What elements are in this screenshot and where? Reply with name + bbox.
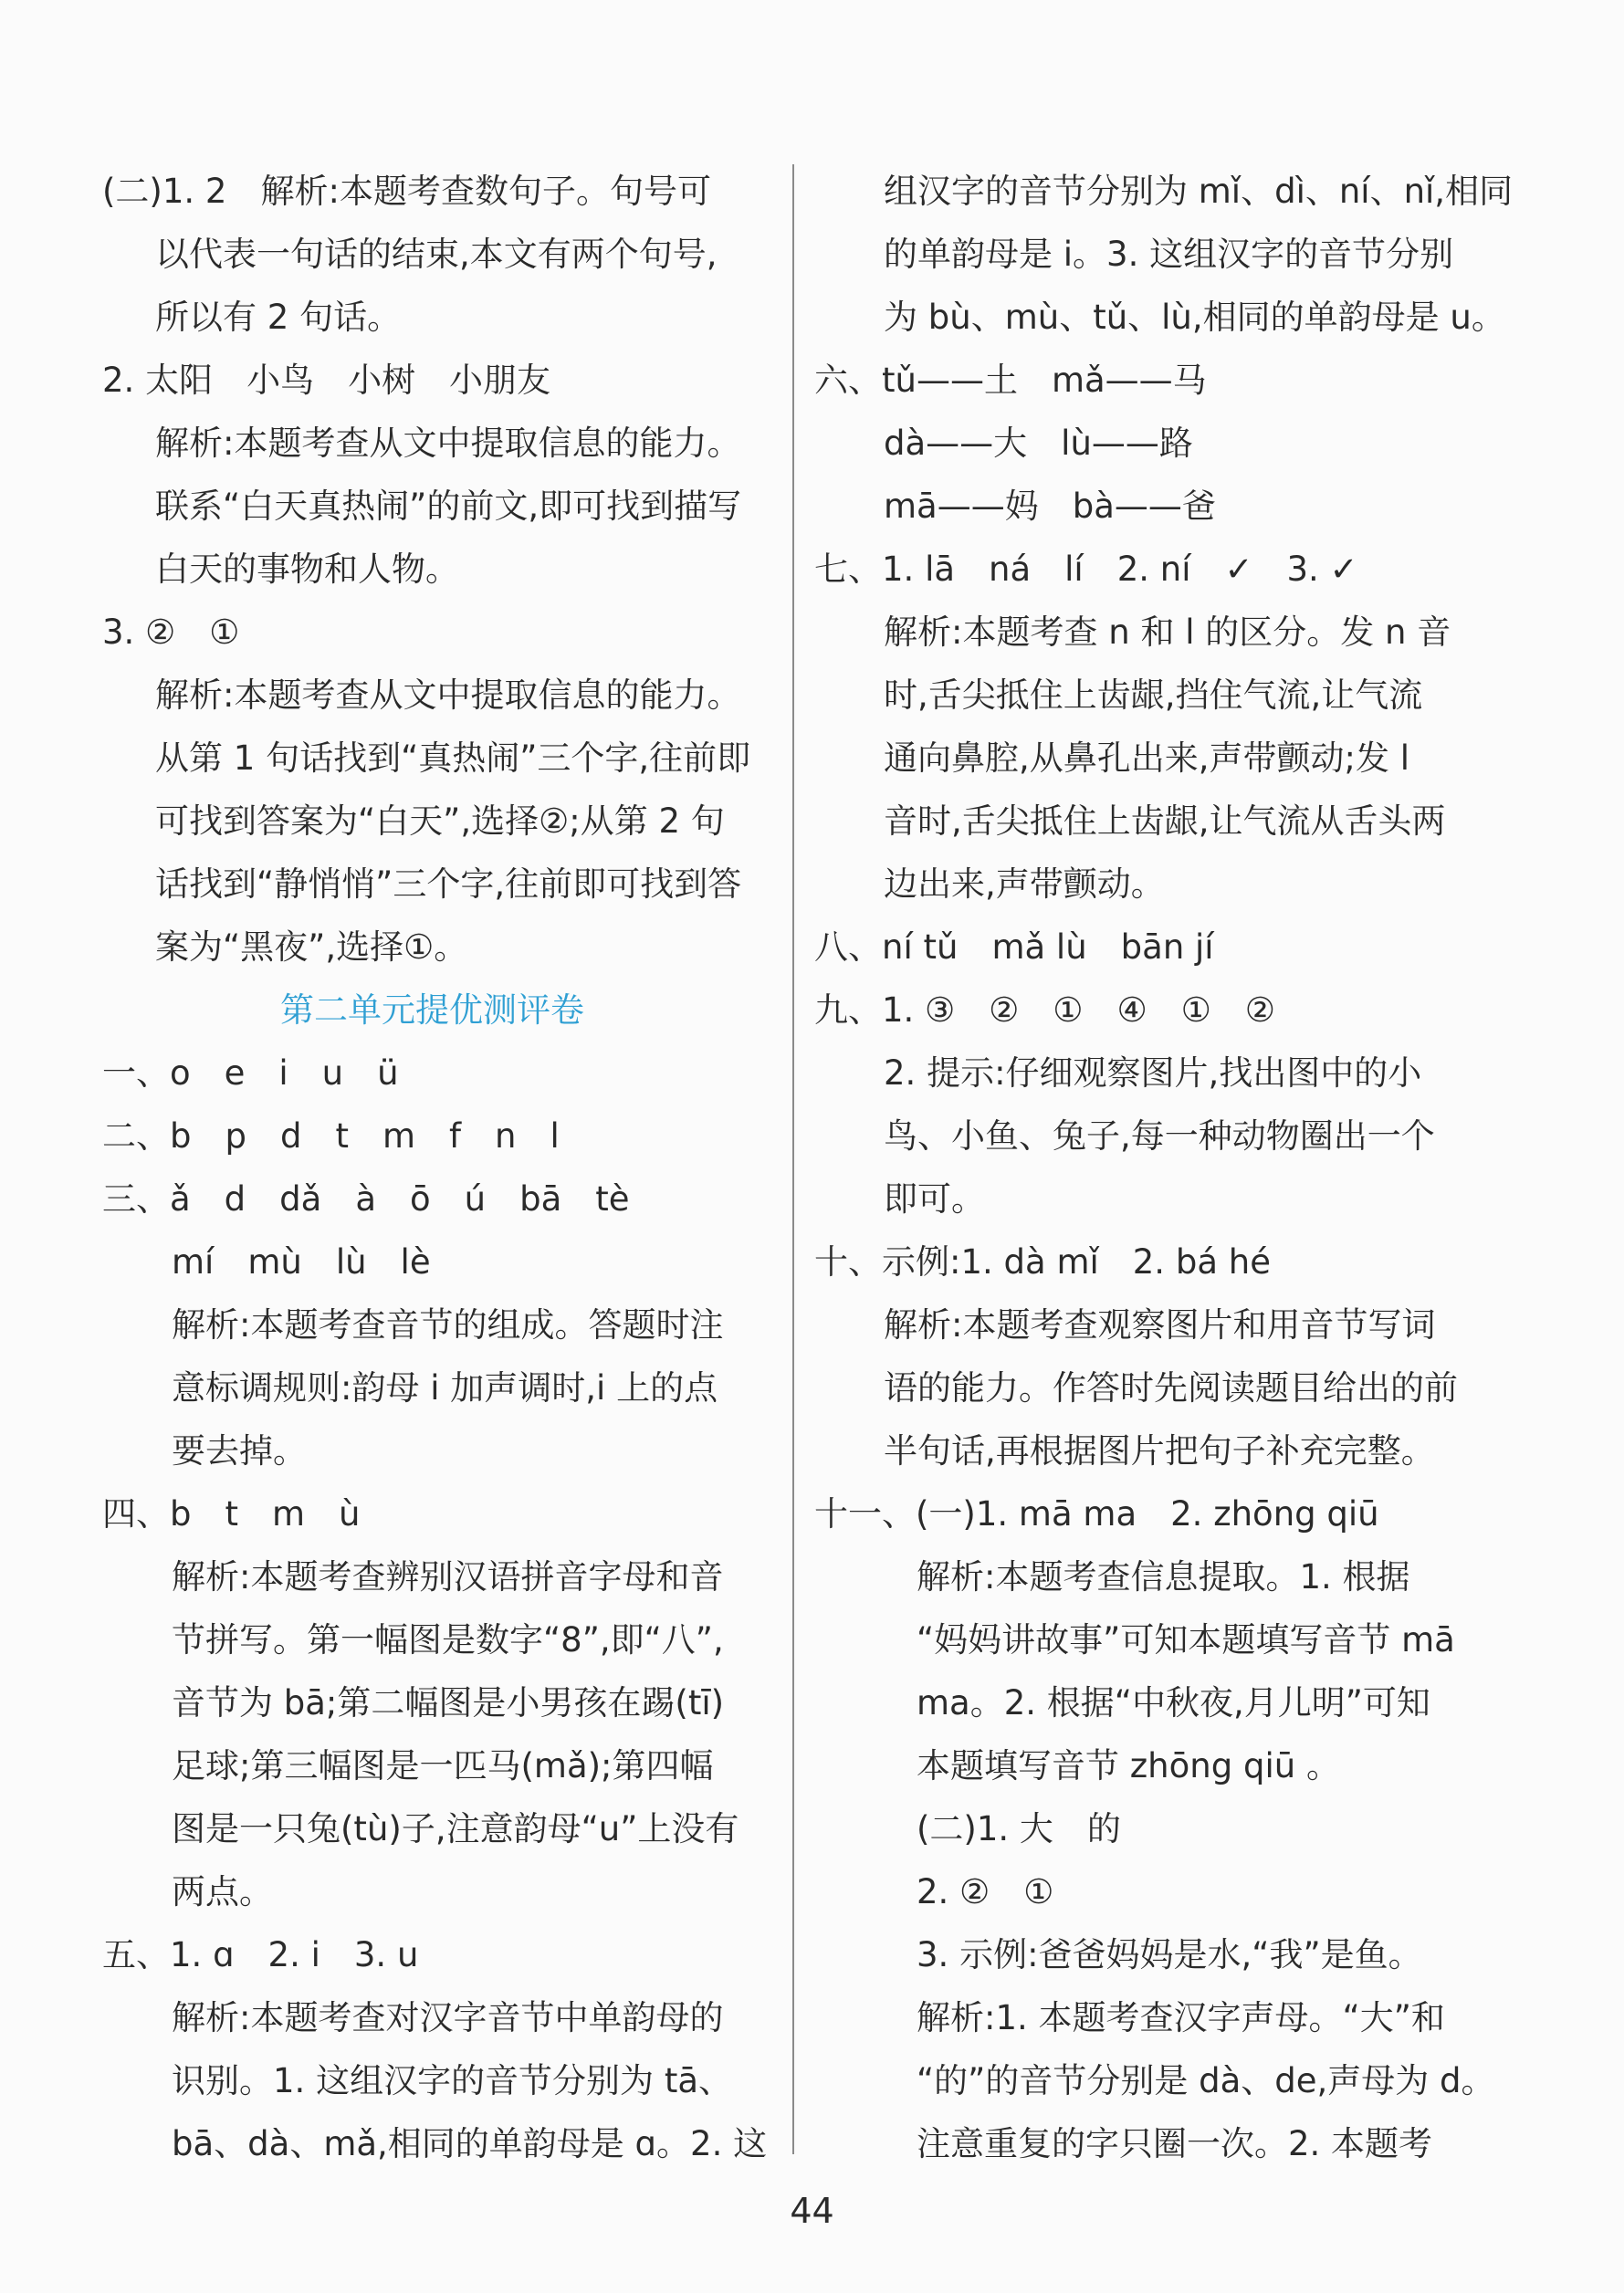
text-line: 十一、(一)1. mā ma 2. zhōng qiū — [814, 1494, 1379, 1534]
text-line: 足球;第三幅图是一匹马(mǎ);第四幅 — [172, 1746, 714, 1785]
text-line: 解析:本题考查对汉字音节中单韵母的 — [172, 1998, 724, 2037]
text-line: “妈妈讲故事”可知本题填写音节 mā — [917, 1620, 1455, 1660]
text-line: (二)1. 2 解析:本题考查数句子。句号可 — [102, 172, 711, 211]
text-line: 注意重复的字只圈一次。2. 本题考 — [917, 2124, 1433, 2163]
text-line: 所以有 2 句话。 — [155, 298, 402, 337]
text-line: 意标调规则:韵母 i 加声调时,i 上的点 — [172, 1368, 718, 1408]
text-line: 二、b p d t m f n l — [102, 1116, 560, 1156]
text-line: 3. 示例:爸爸妈妈是水,“我”是鱼。 — [917, 1935, 1422, 1974]
text-line: 节拼写。第一幅图是数字“8”,即“八”, — [172, 1620, 724, 1660]
text-line: 解析:本题考查观察图片和用音节写词 — [884, 1305, 1436, 1345]
text-line: 语的能力。作答时先阅读题目给出的前 — [884, 1368, 1458, 1408]
text-line: 通向鼻腔,从鼻孔出来,声带颤动;发 l — [884, 738, 1410, 778]
page-number: 44 — [790, 2191, 834, 2231]
text-line: 八、ní tǔ mǎ lù bān jí — [814, 927, 1214, 967]
text-line: (二)1. 大 的 — [917, 1809, 1121, 1848]
text-line: 2. 太阳 小鸟 小树 小朋友 — [102, 361, 551, 400]
text-line: 组汉字的音节分别为 mǐ、dì、ní、nǐ,相同 — [884, 172, 1514, 211]
text-line: 从第 1 句话找到“真热闹”三个字,往前即 — [155, 738, 751, 778]
text-line: 十、示例:1. dà mǐ 2. bá hé — [814, 1242, 1271, 1282]
text-line: 为 bù、mù、tǔ、lù,相同的单韵母是 u。 — [884, 298, 1505, 337]
text-line: 六、tǔ——土 mǎ——马 — [814, 361, 1207, 400]
text-line: mā——妈 bà——爸 — [884, 487, 1216, 526]
text-line: 2. 提示:仔细观察图片,找出图中的小 — [884, 1053, 1422, 1093]
section-heading: 第二单元提优测评卷 — [280, 990, 584, 1030]
text-line: mí mù lù lè — [172, 1242, 431, 1282]
text-line: 边出来,声带颤动。 — [884, 864, 1165, 904]
text-line: 时,舌尖抵住上齿龈,挡住气流,让气流 — [884, 675, 1423, 715]
text-line: 解析:本题考查音节的组成。答题时注 — [172, 1305, 724, 1345]
text-line: 的单韵母是 i。3. 这组汉字的音节分别 — [884, 235, 1454, 274]
text-line: 三、ǎ d dǎ à ō ú bā tè — [102, 1179, 630, 1219]
text-line: 一、o e i u ü — [102, 1053, 399, 1093]
text-line: 音时,舌尖抵住上齿龈,让气流从舌头两 — [884, 801, 1446, 841]
text-line: ma。2. 根据“中秋夜,月儿明”可知 — [917, 1683, 1430, 1722]
text-line: 白天的事物和人物。 — [155, 550, 459, 589]
text-line: 可找到答案为“白天”,选择②;从第 2 句 — [155, 801, 725, 841]
text-line: 解析:本题考查辨别汉语拼音字母和音 — [172, 1557, 724, 1597]
text-line: 鸟、小鱼、兔子,每一种动物圈出一个 — [884, 1116, 1435, 1156]
text-line: 七、1. lā ná lí 2. ní ✓ 3. ✓ — [814, 550, 1358, 589]
text-line: dà——大 lù——路 — [884, 424, 1193, 463]
text-line: 话找到“静悄悄”三个字,往前即可找到答 — [155, 864, 742, 904]
text-line: 以代表一句话的结束,本文有两个句号, — [155, 235, 718, 274]
text-line: 九、1. ③ ② ① ④ ① ② — [814, 990, 1276, 1030]
text-line: 图是一只兔(tù)子,注意韵母“u”上没有 — [172, 1809, 739, 1848]
text-line: 解析:本题考查信息提取。1. 根据 — [917, 1557, 1410, 1597]
text-line: 音节为 bā;第二幅图是小男孩在踢(tī) — [172, 1683, 725, 1722]
text-line: 解析:1. 本题考查汉字声母。“大”和 — [917, 1998, 1445, 2037]
text-line: 即可。 — [884, 1179, 985, 1219]
text-line: 解析:本题考查 n 和 l 的区分。发 n 音 — [884, 613, 1451, 652]
text-line: 解析:本题考查从文中提取信息的能力。 — [155, 675, 741, 715]
text-line: 本题填写音节 zhōng qiū 。 — [917, 1746, 1340, 1785]
text-line: 半句话,再根据图片把句子补充完整。 — [884, 1431, 1435, 1471]
text-line: 联系“白天真热闹”的前文,即可找到描写 — [155, 487, 742, 526]
text-line: 识别。1. 这组汉字的音节分别为 tā、 — [172, 2061, 733, 2100]
text-line: “的”的音节分别是 dà、de,声母为 d。 — [917, 2061, 1495, 2100]
text-line: 2. ② ① — [917, 1872, 1054, 1911]
text-line: 四、b t m ù — [102, 1494, 361, 1534]
text-line: 两点。 — [172, 1872, 273, 1911]
text-line: 五、1. ɑ 2. i 3. u — [102, 1935, 419, 1974]
text-line: 解析:本题考查从文中提取信息的能力。 — [155, 424, 741, 463]
text-line: 要去掉。 — [172, 1431, 307, 1471]
text-line: bā、dà、mǎ,相同的单韵母是 ɑ。2. 这 — [172, 2124, 768, 2163]
text-line: 3. ② ① — [102, 613, 240, 652]
left-column — [102, 160, 778, 2175]
text-line: 案为“黑夜”,选择①。 — [155, 927, 468, 967]
right-column — [814, 160, 1514, 2175]
column-divider — [792, 164, 794, 2154]
